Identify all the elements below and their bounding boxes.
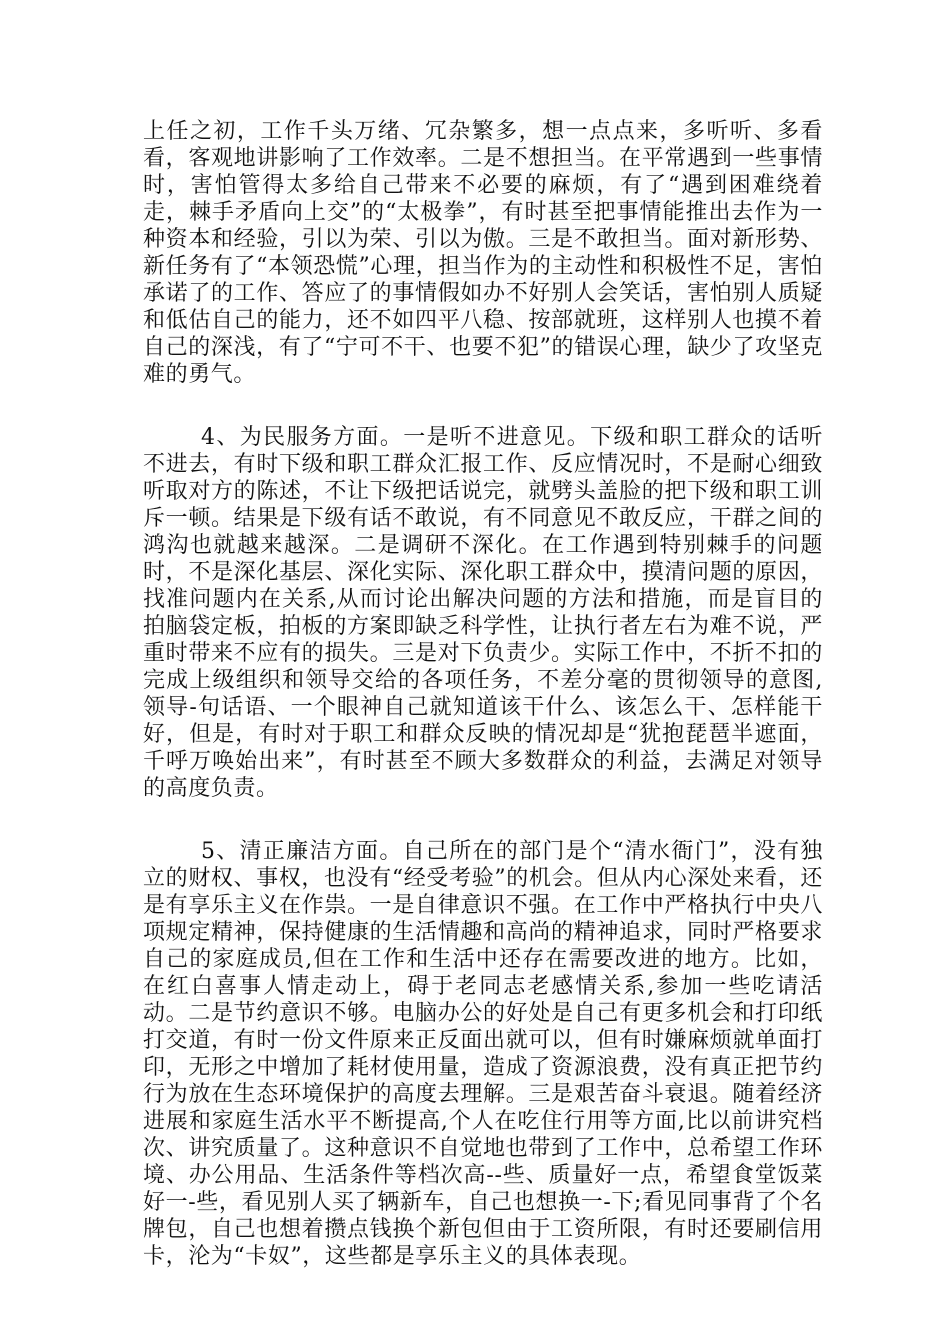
paragraph-integrity: 5、清正廉洁方面。自己所在的部门是个“清水衙门”，没有独立的财权、事权，也没有“经受考验”的机会。但从内心深处来看，还是有享乐主义在作祟。一是自律意识不强。在工作中严格执行中央八项规定精神，保持健康的生活情趣和高尚的精神追求，同时严格要求自己的家庭成员,但在工作和生活中还存在需要改进的地方。比如，在红白喜事人情走动上，碍于老同志老感情关系,参加一些吃请活动。二是节约意识不够。电脑办公的好处是自己有更多机会和打印纸打交道，有时一份文件原来正反面出就可以，但有时嫌麻烦就单面打印，无形之中增加了耗材使用量，造成了资源浪费，没有真正把节约行为放在生态环境保护的高度去理解。三是艰苦奋斗衰退。随着经济进展和家庭生活水平不断提高,个人在吃住行用等方面,比以前讲究档次、讲究质量了。这种意识不自觉地也带到了工作中，总希望工作环境、办公用品、生活条件等档次高--些、质量好一点，希望食堂饭菜好一-些，看见别人买了辆新车，自己也想换一-下;看见同事背了个名牌包，自己也想着攒点钱换个新包但由于工资所限，有时还要刷信用卡，沦为“卡奴”，这些都是享乐主义的具体表现。: [143, 839, 823, 1269]
paragraph-serving-people: 4、为民服务方面。一是听不进意见。下级和职工群众的话听不进去，有时下级和职工群众汇报工作、反应情况时，不是耐心细致听取对方的陈述，不让下级把话说完，就劈头盖脸的把下级和职工训斥一顿。结果是下级有话不敢说，有不同意见不敢反应，干群之间的鸿沟也就越来越深。二是调研不深化。在工作遇到特别棘手的问题时，不是深化基层、深化实际、深化职工群众中，摸清问题的原因，找准问题内在关系,从而讨论出解决问题的方法和措施，而是盲目的拍脑袋定板，拍板的方案即缺乏科学性，让执行者左右为难不说，严重时带来不应有的损失。三是对下负责少。实际工作中，不折不扣的完成上级组织和领导交给的各项任务，不差分毫的贯彻领导的意图,领导-句话语、一个眼神自己就知道该干什么、该怎么干、怎样能干好，但是，有时对于职工和群众反映的情况却是“犹抱琵琶半遮面，千呼万唤始出来”，有时甚至不顾大多数群众的利益，去满足对领导的高度负责。: [143, 425, 823, 801]
paragraph-responsibility-continued: 上任之初，工作千头万绪、冗杂繁多，想一点点来，多听听、多看看，客观地讲影响了工作效率。二是不想担当。在平常遇到一些事情时，害怕管得太多给自己带来不必要的麻烦，有了“遇到困难绕着走，棘手矛盾向上交”的“太极拳”，有时甚至把事情能推出去作为一种资本和经验，引以为荣、引以为傲。三是不敢担当。面对新形势、新任务有了“本领恐慌”心理，担当作为的主动性和积极性不足，害怕承诺了的工作、答应了的事情假如办不好别人会笑话，害怕别人质疑和低估自己的能力，还不如四平八稳、按部就班，这样别人也摸不着自己的深浅，有了“宁可不干、也要不犯”的错误心理，缺少了攻坚克难的勇气。: [143, 119, 823, 387]
paragraph-spacer: [143, 388, 823, 424]
paragraph-spacer: [143, 802, 823, 838]
document-page: [143, 118, 823, 1270]
